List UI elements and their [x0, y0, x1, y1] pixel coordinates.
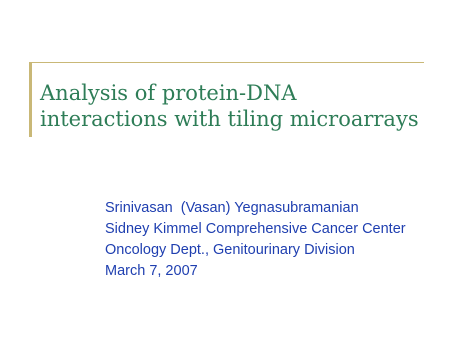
affiliation: Sidney Kimmel Comprehensive Cancer Center [105, 221, 406, 237]
slide-title [40, 81, 440, 132]
slide-subtitle [105, 198, 435, 282]
department: Oncology Dept., Genitourinary Division [105, 242, 355, 258]
author-name: Srinivasan (Vasan) Yegnasubramanian [105, 200, 359, 216]
title-line-1: Analysis of protein-DNA [40, 81, 297, 105]
accent-vertical-bar [29, 62, 32, 137]
presentation-date: March 7, 2007 [105, 263, 198, 279]
accent-horizontal-line [29, 62, 424, 63]
title-line-2: interactions with tiling microarrays [40, 106, 419, 131]
